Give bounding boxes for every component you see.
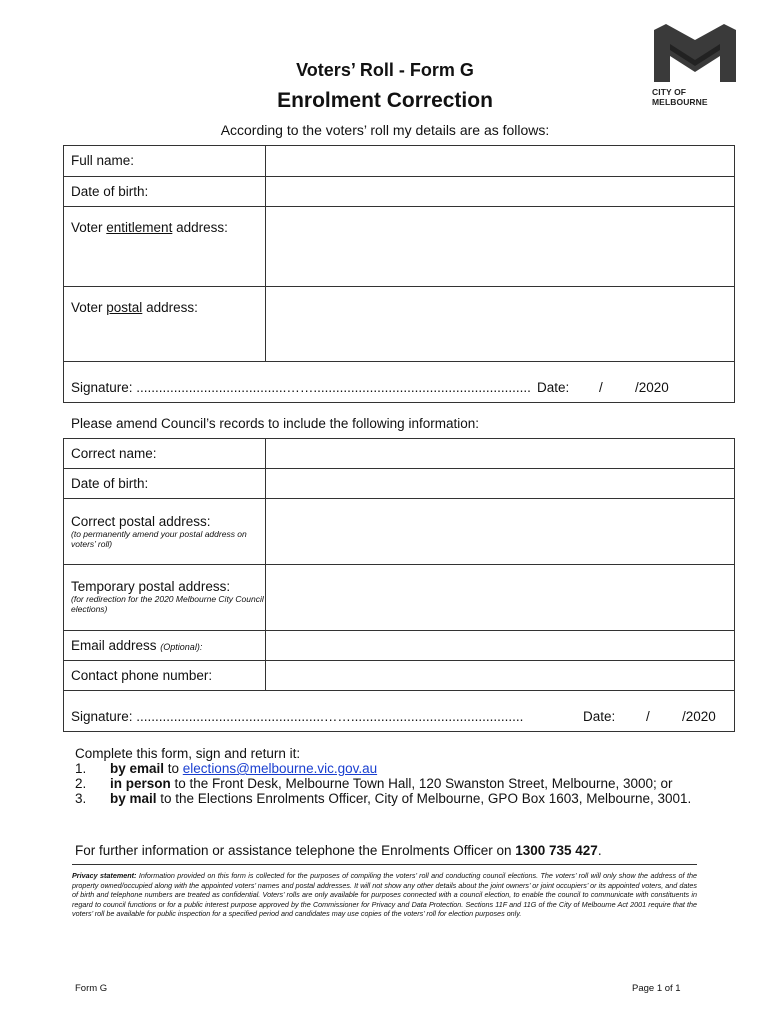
temp-postal-note: (for redirection for the 2020 Melbourne City Council elections) — [71, 594, 264, 614]
postal-address-label: Voter postal address: — [64, 287, 266, 362]
signature-line-2: Signature: ..................................................…….............................................. — [71, 709, 524, 724]
logo-text: CITY OF MELBOURNE — [652, 87, 708, 107]
correct-postal-note: (to permanently amend your postal address on voters’ roll) — [71, 529, 247, 549]
temp-postal-label: Temporary postal address: (for redirection for the 2020 Melbourne City Council elections) — [64, 565, 266, 631]
email-field[interactable] — [266, 631, 735, 661]
dob-field[interactable] — [266, 177, 735, 207]
enrolments-phone: 1300 735 427 — [515, 843, 598, 858]
intro-text: According to the voters’ roll my details are as follows: — [220, 122, 550, 138]
date-year: /2020 — [635, 380, 669, 395]
form-title: Voters’ Roll - Form G — [296, 60, 474, 80]
email-label: Email address (Optional): — [64, 631, 266, 661]
entitlement-address-field[interactable] — [266, 207, 735, 287]
phone-label: Contact phone number: — [64, 661, 266, 691]
date-separator-2: / — [646, 709, 650, 724]
footer-form-id: Form G — [75, 983, 108, 994]
signature-line: Signature: ........................................…….......................................................... — [71, 380, 531, 395]
date-label-2: Date: — [583, 709, 616, 724]
current-details-table — [63, 145, 735, 403]
phone-field[interactable] — [266, 661, 735, 691]
list-item: 1. by email to elections@melbourne.vic.gov.au — [75, 761, 378, 776]
new-dob-label: Date of birth: — [64, 469, 266, 499]
entitlement-address-label: Voter entitlement address: — [64, 207, 266, 287]
privacy-statement: Privacy statement: Information provided on this form is collected for the purposes of compiling the voters’ roll and conducting council elections. The voters’ roll will only show the address of the property owned/occupied along with the appointed voters’ names and postal addresses. It will not show any other details about the joint owners’ or joint occupiers’ or its appointed voters, and dates of birth and telephone numbers are treated as confidential. Voters’ rolls are only available for purposes connected with a council election, to enable the council to communicate with constituents in regard to council functions or for a public interest purpose approved by the Commissioner for Privacy and Data Protection. Sections 11F and 11G of the City of Melbourne Act 2001 require that the voters’ roll be available for public inspection for a specified period and candidates may use copies of the voters’ roll for election purposes only. — [72, 871, 697, 919]
list-item: 2. in person to the Front Desk, Melbourne Town Hall, 120 Swanston Street, Melbourne, 3000; or — [75, 776, 673, 791]
return-instructions — [75, 746, 705, 806]
email-optional-note: (Optional): — [160, 642, 203, 652]
temp-postal-field[interactable] — [266, 565, 735, 631]
date-separator: / — [599, 380, 603, 395]
footer-page-number: Page 1 of 1 — [632, 983, 681, 994]
correction-table — [63, 438, 735, 732]
postal-address-field[interactable] — [266, 287, 735, 362]
full-name-label: Full name: — [64, 146, 266, 177]
new-dob-field[interactable] — [266, 469, 735, 499]
dob-label: Date of birth: — [64, 177, 266, 207]
form-subtitle: Enrolment Correction — [277, 89, 493, 112]
date-year-2: /2020 — [682, 709, 716, 724]
return-methods-list — [75, 761, 705, 806]
further-info: For further information or assistance telephone the Enrolments Officer on 1300 735 427. — [75, 843, 602, 858]
correct-name-label: Correct name: — [64, 439, 266, 469]
city-of-melbourne-logo — [652, 24, 738, 107]
correct-postal-label: Correct postal address: (to permanently amend your postal address on voters’ roll) — [64, 499, 266, 565]
email-link[interactable]: elections@melbourne.vic.gov.au — [182, 761, 378, 776]
divider — [72, 864, 697, 865]
correct-name-field[interactable] — [266, 439, 735, 469]
full-name-field[interactable] — [266, 146, 735, 177]
list-item: 3. by mail to the Elections Enrolments Officer, City of Melbourne, GPO Box 1603, Melbourne, 3001. — [75, 791, 692, 806]
signature-row[interactable] — [64, 362, 735, 403]
correct-postal-field[interactable] — [266, 499, 735, 565]
date-label: Date: — [537, 380, 570, 395]
signature-row-2[interactable] — [64, 691, 735, 732]
instructions-intro: Complete this form, sign and return it: — [75, 746, 301, 761]
amend-intro: Please amend Council’s records to include the following information: — [71, 416, 479, 431]
m-logo-icon — [654, 24, 736, 82]
